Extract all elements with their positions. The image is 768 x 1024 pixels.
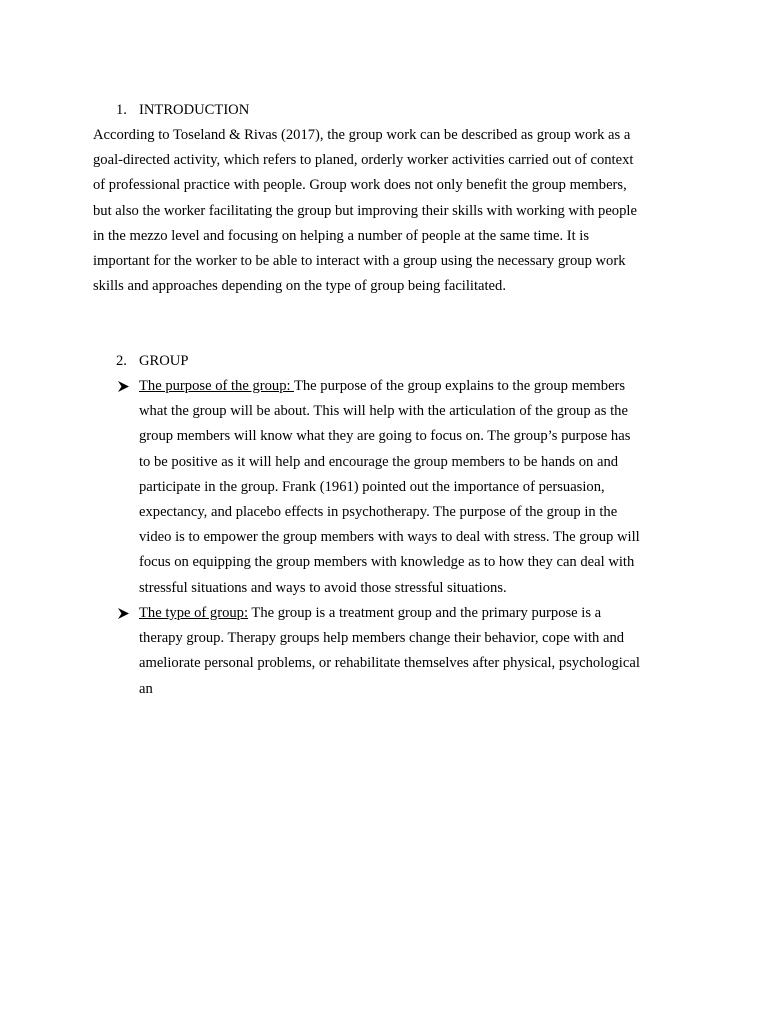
- section-number: 2.: [116, 353, 127, 369]
- paragraph-line: in the mezzo level and focusing on helping a number of people at the same time. It is: [93, 227, 590, 244]
- section-title: INTRODUCTION: [139, 102, 250, 118]
- paragraph-line: important for the worker to be able to interact with a group using the necessary group work: [93, 252, 626, 269]
- bullet-line: expectancy, and placebo effects in psychotherapy. The purpose of the group in the: [139, 503, 618, 520]
- introduction-paragraph: [93, 123, 637, 299]
- paragraph-line: skills and approaches depending on the type of group being facilitated.: [93, 278, 506, 295]
- section-title: GROUP: [139, 353, 189, 369]
- bullet-line: therapy group. Therapy groups help members change their behavior, cope with and: [139, 630, 625, 647]
- arrowhead-bullet-icon: [117, 374, 131, 399]
- paragraph-line: of professional practice with people. Group work does not only benefit the group members,: [93, 177, 627, 194]
- bullet-line: to be positive as it will help and encourage the group members to be hands on and: [139, 453, 619, 470]
- paragraph-line: goal-directed activity, which refers to planed, orderly worker activities carried out of context: [93, 152, 634, 169]
- bullet-first-line: The purpose of the group explains to the group members: [293, 378, 626, 394]
- bullet-label: The purpose of the group:: [139, 378, 294, 394]
- paragraph-line: but also the worker facilitating the group but improving their skills with working with people: [93, 202, 637, 219]
- bullet-line: group members will know what they are going to focus on. The group’s purpose has: [139, 428, 631, 445]
- bullet-line: an: [139, 680, 153, 697]
- bullet-line: video is to empower the group members with ways to deal with stress. The group will: [139, 529, 640, 546]
- bullet-line: stressful situations and ways to avoid those stressful situations.: [139, 579, 507, 596]
- bullet-first-line: The group is a treatment group and the primary purpose is a: [248, 605, 602, 621]
- bullet-line: ameliorate personal problems, or rehabilitate themselves after physical, psychological: [139, 655, 640, 672]
- bullet-line: what the group will be about. This will help with the articulation of the group as the: [139, 403, 628, 420]
- bullet-line: participate in the group. Frank (1961) pointed out the importance of persuasion,: [139, 478, 605, 495]
- arrowhead-bullet-icon: [117, 601, 131, 626]
- section-number: 1.: [116, 102, 127, 118]
- paragraph-line: According to Toseland & Rivas (2017), the group work can be described as group work as a: [93, 127, 631, 143]
- bullet-label: The type of group:: [139, 605, 249, 621]
- bullet-line: focus on equipping the group members with knowledge as to how they can deal with: [139, 554, 635, 571]
